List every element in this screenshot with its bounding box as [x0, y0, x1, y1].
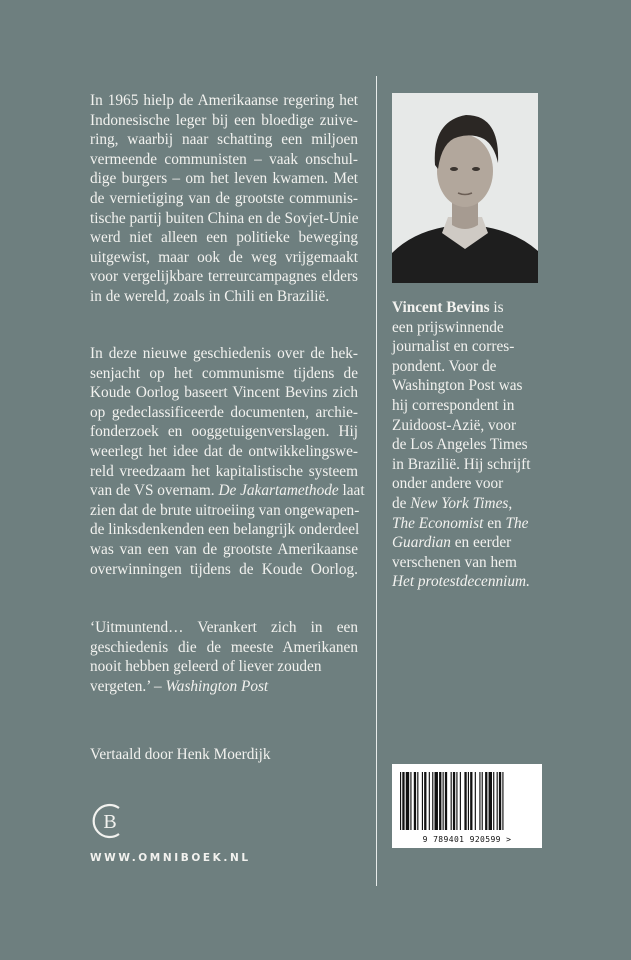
blurb-line: uitgewist, maar ook de weg vrijgemaakt [90, 248, 358, 266]
bio-text: en [487, 514, 502, 532]
barcode-bar [499, 772, 501, 830]
barcode-bar [456, 772, 457, 830]
column-divider [376, 76, 377, 886]
quote-line: ‘Uitmuntend… Verankert zich in een [90, 619, 358, 636]
barcode-bar [400, 772, 401, 830]
blurb-line: voor vergelijkbare terreurcampagnes elders [90, 268, 358, 286]
publication-title: Guardian [392, 534, 451, 552]
blurb-line: reld vreedzaam het kapitalistische systeem [90, 462, 358, 480]
bio-line: verschenen van hem [392, 553, 517, 571]
barcode-bar [435, 772, 438, 830]
blurb-line: In deze nieuwe geschiedenis over de hek- [90, 345, 358, 362]
barcode-bar [489, 772, 492, 830]
blurb-line: de linksdenkenden een belangrijk onderdeel [90, 521, 360, 539]
blurb-line: Indonesische leger bij een bloedige zuive- [90, 111, 358, 129]
blurb-line: senjacht op het communisme tijdens de [90, 364, 358, 382]
quote-line: nooit hebben geleerd of liever zouden [90, 658, 322, 676]
publication-title: The Economist [392, 514, 484, 532]
bio-line: journalist en corres- [392, 338, 515, 356]
bio-line [392, 494, 552, 514]
barcode-bar [406, 772, 409, 830]
barcode-bar [479, 772, 480, 830]
barcode-bar [460, 772, 461, 830]
bio-text: en eerder [454, 534, 512, 552]
barcode-bar [470, 772, 472, 830]
barcode-bar [497, 772, 498, 830]
barcode-bar [410, 772, 411, 830]
bio-line: in Brazilië. Hij schrijft [392, 455, 531, 473]
barcode-bar [482, 772, 483, 830]
blurb-line: vermeende communisten – vaak onschul- [90, 150, 358, 168]
blurb-line: overwinningen tijdens de Koude Oorlog. [90, 560, 358, 578]
translator-credit: Vertaald door Henk Moerdijk [90, 746, 271, 763]
bio-line [392, 298, 552, 318]
barcode-bar [429, 772, 430, 830]
quote-line [90, 677, 358, 697]
barcode-bar [453, 772, 455, 830]
author-photo [392, 93, 538, 283]
isbn-number: 9 789401 920599 > [422, 835, 512, 844]
publication-title: New York Times [410, 494, 509, 512]
bio-line: hij correspondent in [392, 396, 515, 414]
bio-text: is [493, 299, 504, 316]
blurb-line: in de wereld, zoals in Chili en Brazilië. [90, 287, 330, 305]
blurb-line: werd niet alleen een politieke beweging [90, 229, 358, 247]
barcode-bar [432, 772, 433, 830]
author-name: Vincent Bevins [392, 299, 490, 316]
publisher-logo-letter: B [103, 811, 117, 833]
blurb-paragraph-2 [90, 344, 365, 579]
barcode-bar [502, 772, 503, 830]
blurb-line: dige burgers – om het leven kwamen. Met [90, 170, 358, 188]
barcode-bar [443, 772, 444, 830]
bio-text: , [508, 494, 513, 512]
bio-line [392, 572, 552, 592]
blurb-line: Koude Oorlog baseert Vincent Bevins zich [90, 384, 358, 402]
bio-line: onder andere voor [392, 475, 504, 493]
bio-line: pondent. Voor de [392, 357, 497, 375]
blurb-line: de vernietiging van de grootste communis- [90, 189, 358, 207]
barcode-bar [417, 772, 418, 830]
author-bio [392, 298, 552, 592]
book-title: De Jakartamethode [218, 482, 339, 500]
blurb-paragraph-1 [90, 91, 358, 307]
blurb-line: fonderzoek en ooggetuigenverslagen. Hij [90, 423, 358, 441]
barcode-bar [464, 772, 466, 830]
quote-text: vergeten.’ – [90, 677, 162, 695]
review-quote [90, 618, 358, 696]
barcode-bar [445, 772, 447, 830]
barcode-bar [439, 772, 441, 830]
publisher-website: WWW.OMNIBOEK.NL [90, 852, 251, 864]
author-portrait-icon [392, 93, 538, 283]
barcode-bar [451, 772, 452, 830]
quote-source: Washington Post [165, 677, 269, 695]
barcode-bar [424, 772, 426, 830]
bio-line [392, 514, 552, 534]
blurb-text: laat [342, 482, 365, 500]
barcode-bar [485, 772, 487, 830]
barcode-bar [475, 772, 476, 830]
barcode-bar [414, 772, 416, 830]
quote-line: geschiedenis die de meeste Amerikanen [90, 638, 358, 656]
bio-line: een prijswinnende [392, 318, 504, 336]
blurb-line: tische partij buiten China en de Sovjet-Unie [90, 209, 359, 227]
bio-line [392, 533, 552, 553]
isbn-barcode [392, 764, 542, 848]
blurb-line [90, 481, 365, 501]
blurb-line: In 1965 hielp de Amerikaanse regering het [90, 92, 358, 109]
blurb-line: zien dat de brute uitroeiing van ongewapen- [90, 501, 360, 519]
blurb-line: op gedeclassificeerde documenten, archie- [90, 403, 358, 421]
blurb-text: van de VS overnam. [90, 482, 215, 500]
barcode-bar [493, 772, 494, 830]
book-title: Het protestdecennium. [392, 573, 530, 591]
bio-line: Washington Post was [392, 377, 523, 395]
barcode-bar [468, 772, 469, 830]
blurb-line: was van een van de grootste Amerikaanse [90, 540, 358, 558]
publication-title: The [505, 514, 529, 532]
bio-line: de Los Angeles Times [392, 436, 528, 454]
blurb-line: ring, waarbij naar schatting een miljoen [90, 131, 358, 149]
barcode-bar [422, 772, 423, 830]
bio-text: de [392, 494, 407, 512]
blurb-line: weerlegt het idee dat de ontwikkelingswe- [90, 442, 358, 460]
publisher-logo-icon [90, 802, 128, 840]
bio-line: Zuidoost-Azië, voor [392, 416, 517, 434]
barcode-bar [402, 772, 404, 830]
